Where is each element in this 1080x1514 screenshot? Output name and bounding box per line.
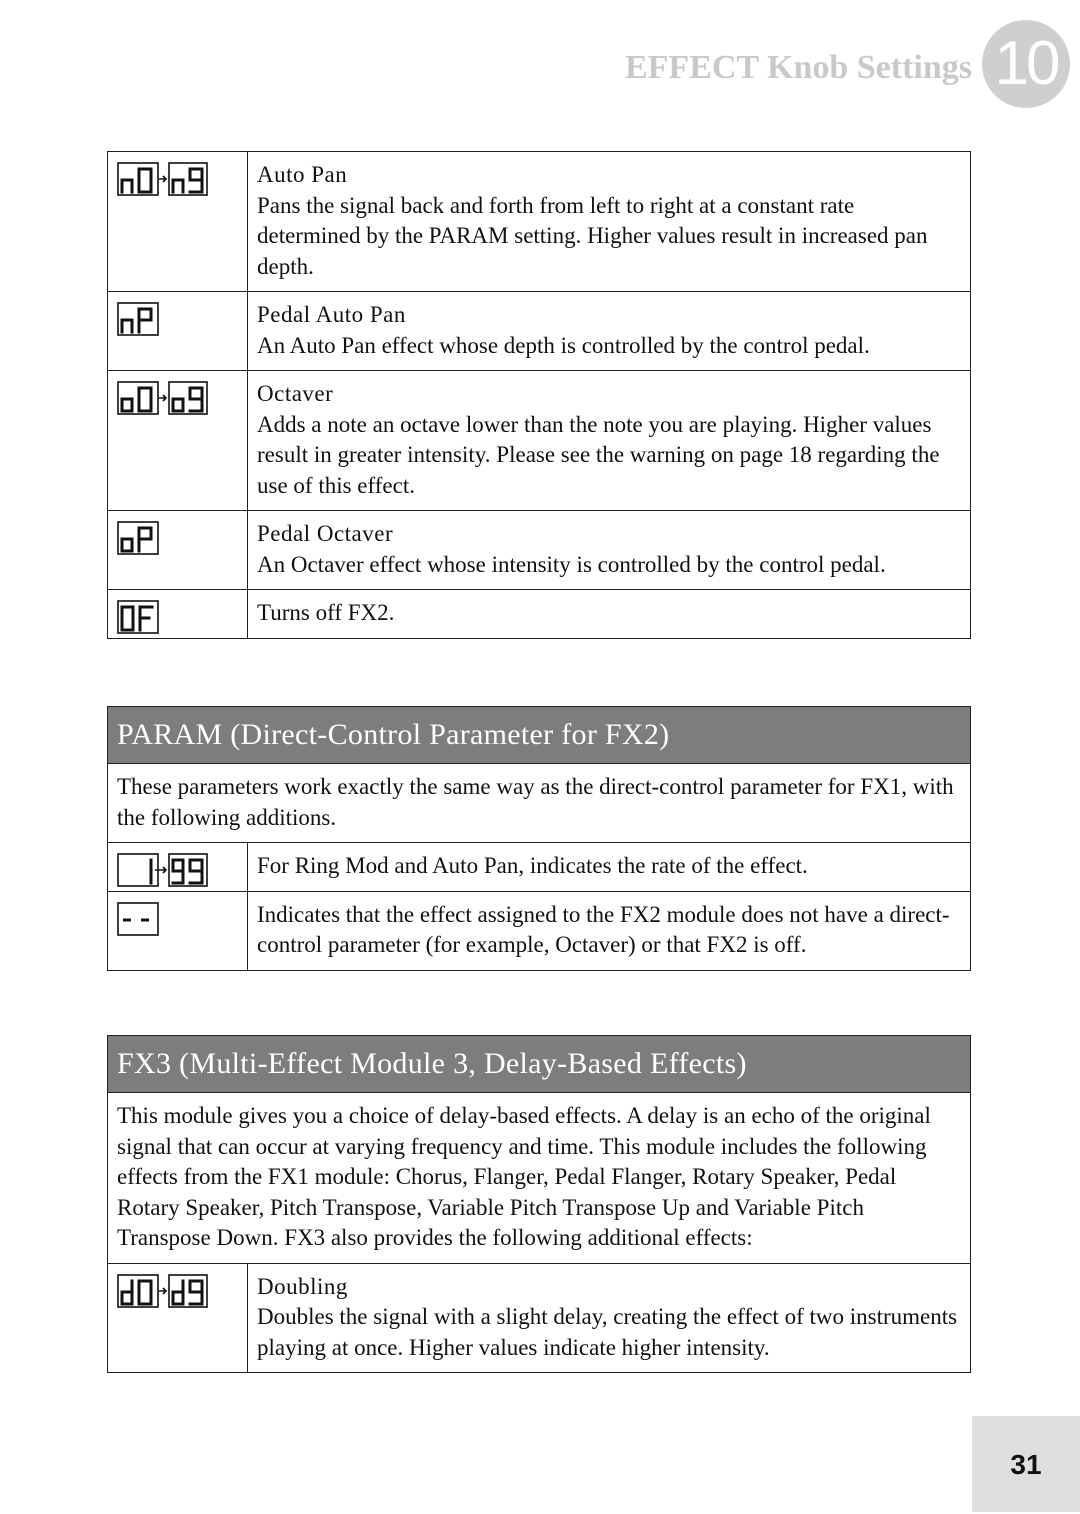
effect-description: An Auto Pan effect whose depth is controlled by the control pedal. [257, 332, 870, 358]
param-description: Indicates that the effect assigned to the FX2 module does not have a direct-control parameter (for example, Octaver) or that FX2 is off. [257, 901, 950, 957]
section-heading: PARAM (Direct-Control Parameter for FX2) [108, 707, 970, 764]
effect-description: An Octaver effect whose intensity is controlled by the control pedal. [257, 551, 886, 577]
table-row-pedal-auto-pan [108, 291, 970, 370]
section-intro: These parameters work exactly the same way as the direct-control parameter for FX1, with the following additions. [117, 774, 954, 830]
page-number: 31 [972, 1416, 1080, 1512]
table-row-rate [108, 842, 970, 891]
chapter-number-badge: 10 [982, 20, 1070, 108]
section-intro: This module gives you a choice of delay-based effects. A delay is an echo of the original signal that can occur at varying frequency and time. This module includes the following effects from the FX1 module: Chorus, Flanger, Pedal Flanger, Rotary Speaker, Pedal Rotary Speaker, Pitch Transpose, Variable Pitch Transpose Up and Variable Pitch Transpose Down. FX3 also provides the following additional effects: [117, 1103, 931, 1250]
effect-title: Pedal Auto Pan [257, 302, 406, 327]
table-row-off [108, 589, 970, 638]
fx2-effects-table [107, 151, 971, 639]
lcd-dashes-icon [117, 902, 159, 936]
effect-title: Octaver [257, 381, 334, 406]
effect-title: Doubling [257, 1273, 348, 1299]
section-heading: FX3 (Multi-Effect Module 3, Delay-Based Effects) [108, 1036, 970, 1093]
lcd-nP-icon [117, 302, 159, 336]
effect-title: Auto Pan [257, 162, 348, 187]
chapter-title: EFFECT Knob Settings [624, 49, 972, 86]
lcd-d0-d9-icon [117, 1274, 209, 1308]
table-row-no-param [108, 891, 970, 970]
effect-title: Pedal Octaver [257, 521, 394, 546]
effect-description: Doubles the signal with a slight delay, creating the effect of two instruments playing at once. Higher values indicate higher intensity. [257, 1304, 958, 1360]
param-section [107, 706, 971, 971]
effect-description: Adds a note an octave lower than the note you are playing. Higher values result in greater intensity. Please see the warning on page 18 regarding the use of this effect. [257, 411, 940, 498]
lcd-1-99-icon [117, 853, 209, 887]
table-row-auto-pan [108, 152, 970, 291]
lcd-OF-icon [117, 600, 159, 634]
table-row-pedal-octaver [108, 510, 970, 589]
lcd-oP-icon [117, 521, 159, 555]
effect-description: Turns off FX2. [257, 600, 395, 625]
table-row-octaver [108, 370, 970, 510]
fx3-section [107, 1035, 971, 1373]
page-header [625, 20, 1070, 108]
lcd-n0-n9-icon [117, 162, 209, 196]
param-description: For Ring Mod and Auto Pan, indicates the rate of the effect. [257, 853, 808, 878]
lcd-o0-o9-icon [117, 381, 209, 415]
effect-description: Pans the signal back and forth from left to right at a constant rate determined by the PARAM setting. Higher values result in increased pan depth. [257, 192, 928, 279]
table-row-doubling [108, 1263, 970, 1373]
